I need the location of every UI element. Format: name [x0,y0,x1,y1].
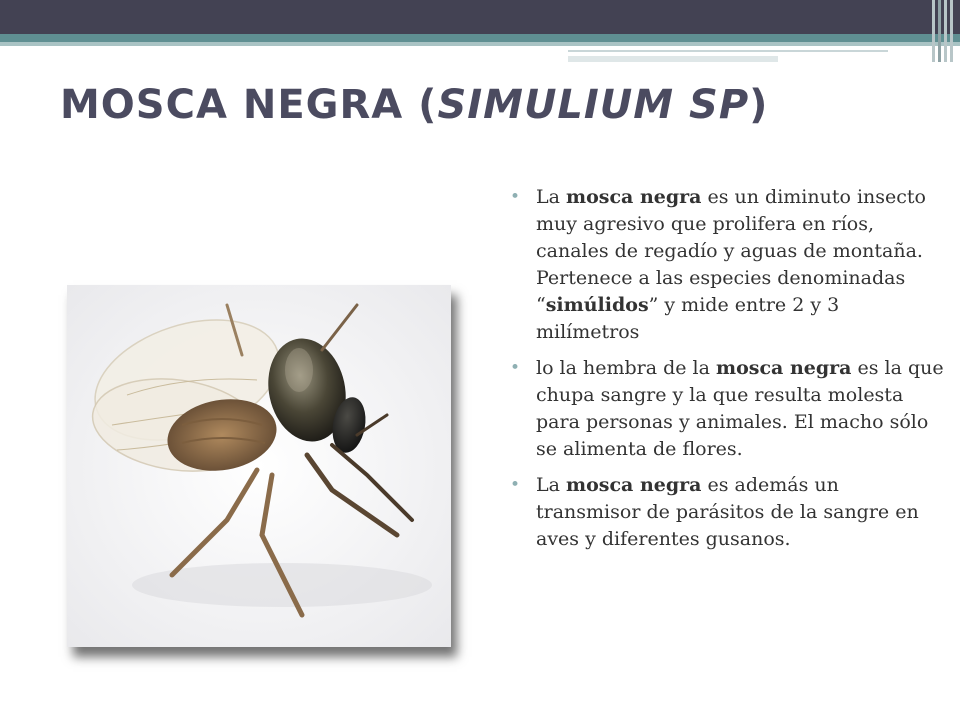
bullet-item-3 [506,472,946,553]
decorative-rule [568,56,778,62]
bullet-dot-icon: • [510,475,521,495]
black-fly-photo [67,285,451,647]
bullet-bold-text: simúlidos [545,294,649,316]
bullet-text: lo la hembra de la [536,357,716,379]
black-fly-illustration [67,285,451,647]
bullet-text: ” y mide entre 2 y 3 milímetros [536,294,840,343]
bullet-bold-text: mosca negra [565,474,702,496]
bullet-text: es un diminuto insecto muy agresivo que prolifera en ríos, canales de regadío y aguas de montaña. Pertenece a las especies denominadas “ [536,186,926,316]
decorative-rule [568,50,888,52]
decorative-vertical-stripes [932,0,954,62]
bullet-item-1 [506,184,946,346]
bullet-text: es además un transmisor de parásitos de la sangre en aves y diferentes gusanos. [536,474,919,550]
bullet-bold-text: mosca negra [716,357,852,379]
title-text: MOSCA NEGRA ( [60,82,438,128]
bullet-list [506,184,946,562]
header-bar [0,0,960,34]
bullet-text: es la que chupa sangre y la que resulta molesta para personas y animales. El macho sólo se alimenta de flores. [536,357,944,460]
bullet-dot-icon: • [510,187,521,207]
slide-title [60,82,920,128]
title-text-end: ) [749,82,769,128]
header-accent-stripe-light [0,42,960,46]
header-accent-stripe [0,34,960,42]
title-italic-text: SIMULIUM SP [437,82,750,128]
bullet-dot-icon: • [510,358,521,378]
bullet-item-2 [506,355,946,463]
bullet-bold-text: mosca negra [565,186,702,208]
bullet-text: La [536,474,566,496]
bullet-text: La [536,186,566,208]
